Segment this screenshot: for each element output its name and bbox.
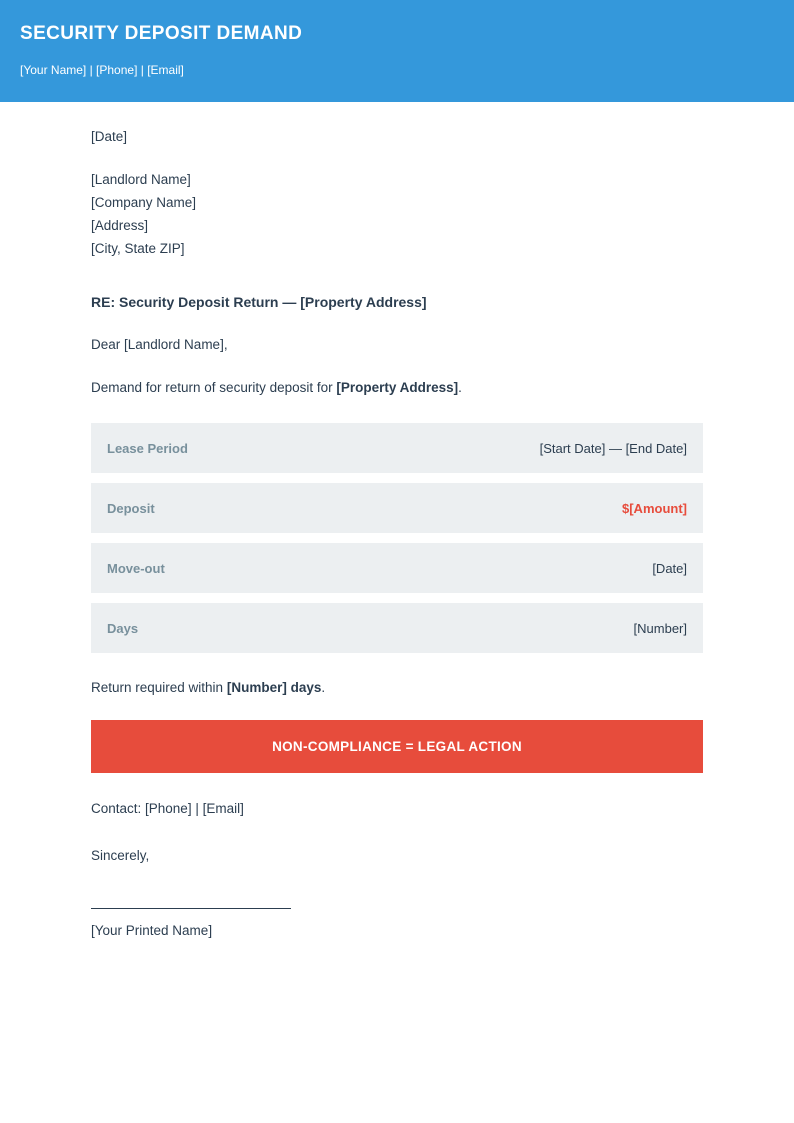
return-requirement bbox=[91, 677, 703, 699]
sender-contact-line: [Your Name] | [Phone] | [Email] bbox=[20, 63, 184, 77]
document-header bbox=[0, 0, 794, 102]
demand-statement bbox=[91, 377, 703, 399]
detail-label-deposit: Deposit bbox=[107, 500, 155, 516]
return-term: [Number] days bbox=[226, 680, 322, 695]
document-body bbox=[0, 102, 794, 942]
demand-suffix: . bbox=[458, 380, 462, 395]
warning-banner bbox=[91, 720, 703, 773]
signature-line bbox=[91, 908, 291, 909]
detail-value-days: [Number] bbox=[633, 620, 687, 636]
recipient-name: [Landlord Name] bbox=[91, 172, 191, 187]
warning-banner-text: NON-COMPLIANCE = LEGAL ACTION bbox=[272, 739, 522, 754]
detail-value-deposit: $[Amount] bbox=[622, 500, 687, 516]
detail-label-days: Days bbox=[107, 620, 139, 636]
recipient-company: [Company Name] bbox=[91, 195, 197, 210]
subject-line: RE: Security Deposit Return — [Property Address] bbox=[91, 294, 427, 310]
table-row bbox=[91, 423, 703, 473]
detail-value-move-out: [Date] bbox=[652, 560, 687, 576]
table-row bbox=[91, 603, 703, 653]
detail-label-move-out: Move-out bbox=[107, 560, 165, 576]
contact-line: Contact: [Phone] | [Email] bbox=[91, 801, 244, 816]
recipient-city-state-zip: [City, State ZIP] bbox=[91, 241, 185, 256]
printed-name: [Your Printed Name] bbox=[91, 923, 213, 938]
recipient-address-block bbox=[91, 168, 703, 260]
table-row bbox=[91, 483, 703, 533]
demand-property-address: [Property Address] bbox=[336, 380, 459, 395]
detail-label-lease-period: Lease Period bbox=[107, 440, 188, 456]
recipient-address: [Address] bbox=[91, 218, 149, 233]
demand-prefix: Demand for return of security deposit for bbox=[91, 380, 337, 395]
details-table bbox=[91, 423, 703, 653]
return-suffix: . bbox=[321, 680, 326, 695]
salutation: Dear [Landlord Name], bbox=[91, 337, 228, 352]
letter-date: [Date] bbox=[91, 129, 128, 144]
page-title: SECURITY DEPOSIT DEMAND bbox=[20, 23, 303, 44]
closing-line: Sincerely, bbox=[91, 848, 150, 863]
detail-value-lease-period: [Start Date] — [End Date] bbox=[539, 440, 687, 456]
return-prefix: Return required within bbox=[91, 680, 227, 695]
table-row bbox=[91, 543, 703, 593]
